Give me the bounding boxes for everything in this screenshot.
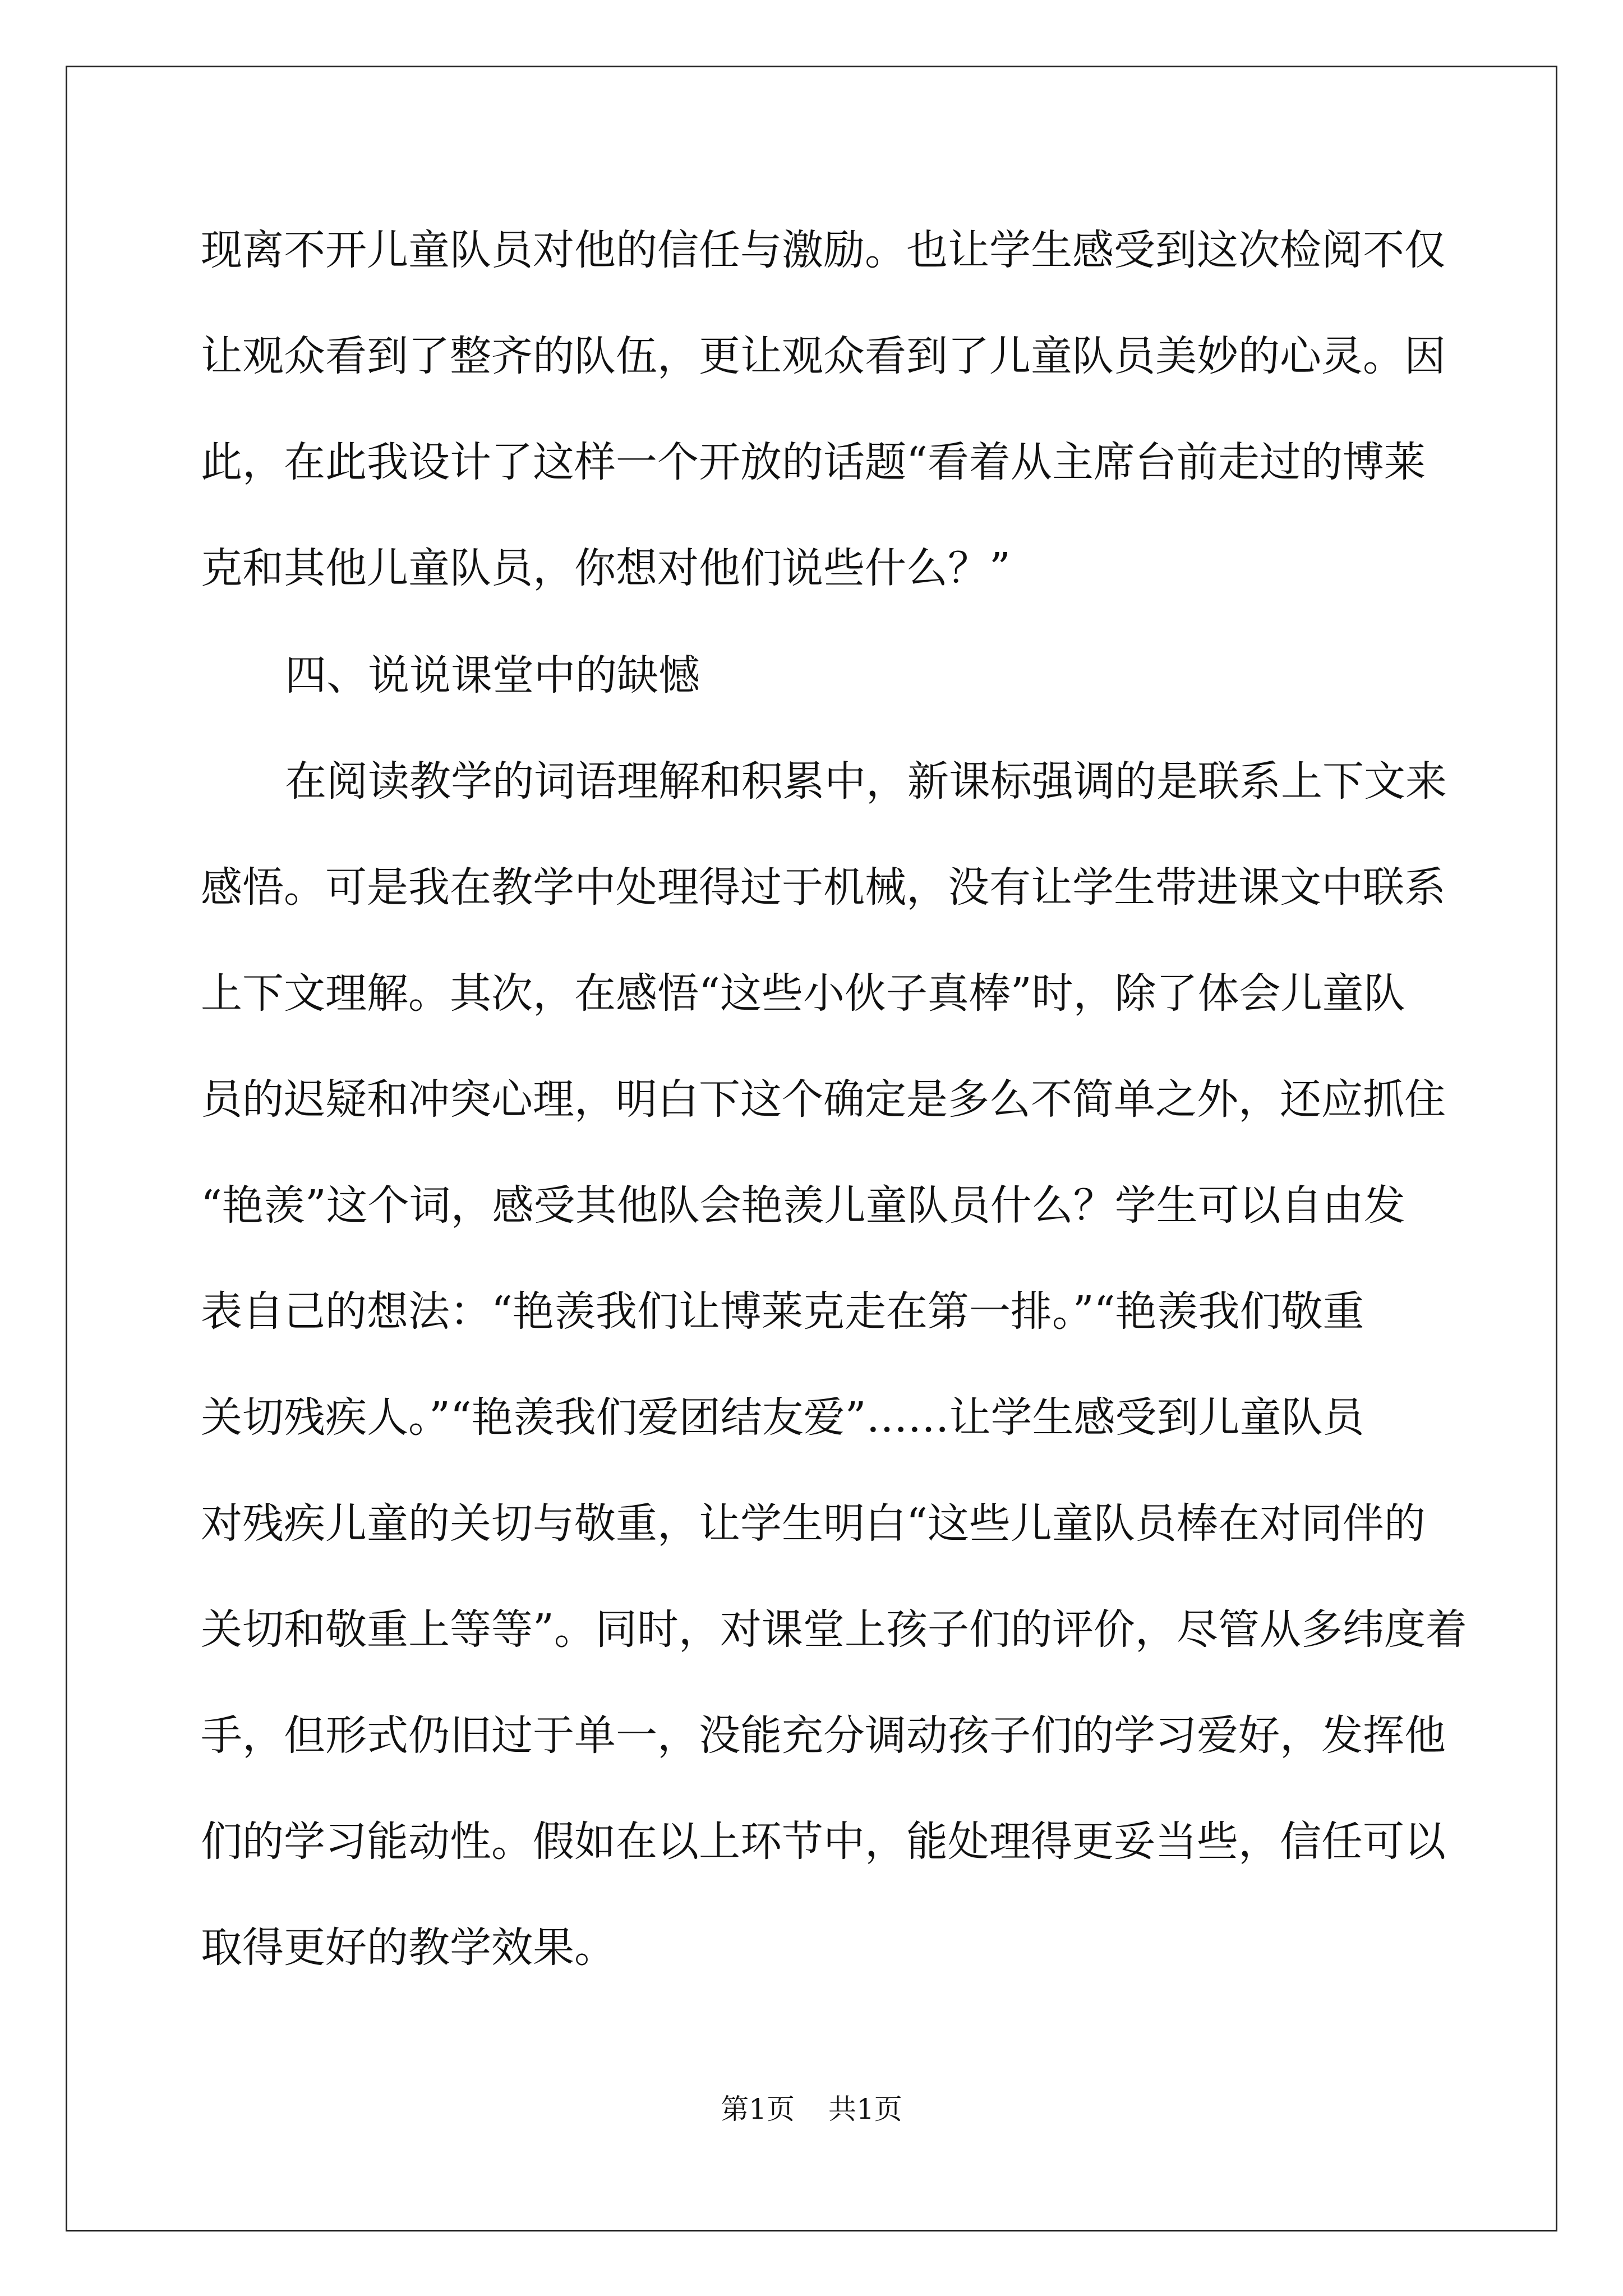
- text-line: 感悟。可是我在教学中处理得过于机械，没有让学生带进课文中联系: [201, 863, 1446, 912]
- page-total: 共1页: [828, 2093, 902, 2125]
- text-line: 关切和敬重上等等”。同时，对课堂上孩子们的评价，尽管从多纬度着: [201, 1605, 1467, 1654]
- text-line: 在阅读教学的词语理解和积累中，新课标强调的是联系上下文来: [285, 757, 1447, 806]
- text-line: “艳羡”这个词，感受其他队会艳羡儿童队员什么？学生可以自由发: [201, 1181, 1405, 1230]
- page-footer: [0, 2090, 1623, 2129]
- text-line: 们的学习能动性。假如在以上环节中，能处理得更妥当些，信任可以: [201, 1818, 1446, 1866]
- text-line: 让观众看到了整齐的队伍，更让观众看到了儿童队员美妙的心灵。因: [201, 332, 1446, 380]
- section-heading: 四、说说课堂中的缺憾: [285, 651, 700, 700]
- text-line: 员的迟疑和冲突心理，明白下这个确定是多么不简单之外，还应抓住: [201, 1075, 1446, 1124]
- text-line: 手，但形式仍旧过于单一，没能充分调动孩子们的学习爱好，发挥他: [201, 1711, 1446, 1760]
- text-line: 表自己的想法：“艳羡我们让博莱克走在第一排。”“艳羡我们敬重: [201, 1287, 1364, 1336]
- text-line: 取得更好的教学效果。: [201, 1924, 616, 1972]
- text-line: 关切残疾人。”“艳羡我们爱团结友爱”……让学生感受到儿童队员: [201, 1393, 1364, 1442]
- page-number: 第1页: [721, 2093, 795, 2125]
- text-line: 上下文理解。其次，在感悟“这些小伙子真棒”时，除了体会儿童队: [201, 969, 1405, 1018]
- text-line: 此，在此我设计了这样一个开放的话题“看着从主席台前走过的博莱: [201, 438, 1426, 486]
- text-line: 对残疾儿童的关切与敬重，让学生明白“这些儿童队员棒在对同伴的: [201, 1499, 1426, 1548]
- text-line: 现离不开儿童队员对他的信任与激励。也让学生感受到这次检阅不仅: [201, 226, 1446, 274]
- text-line: 克和其他儿童队员，你想对他们说些什么？”: [201, 544, 1011, 592]
